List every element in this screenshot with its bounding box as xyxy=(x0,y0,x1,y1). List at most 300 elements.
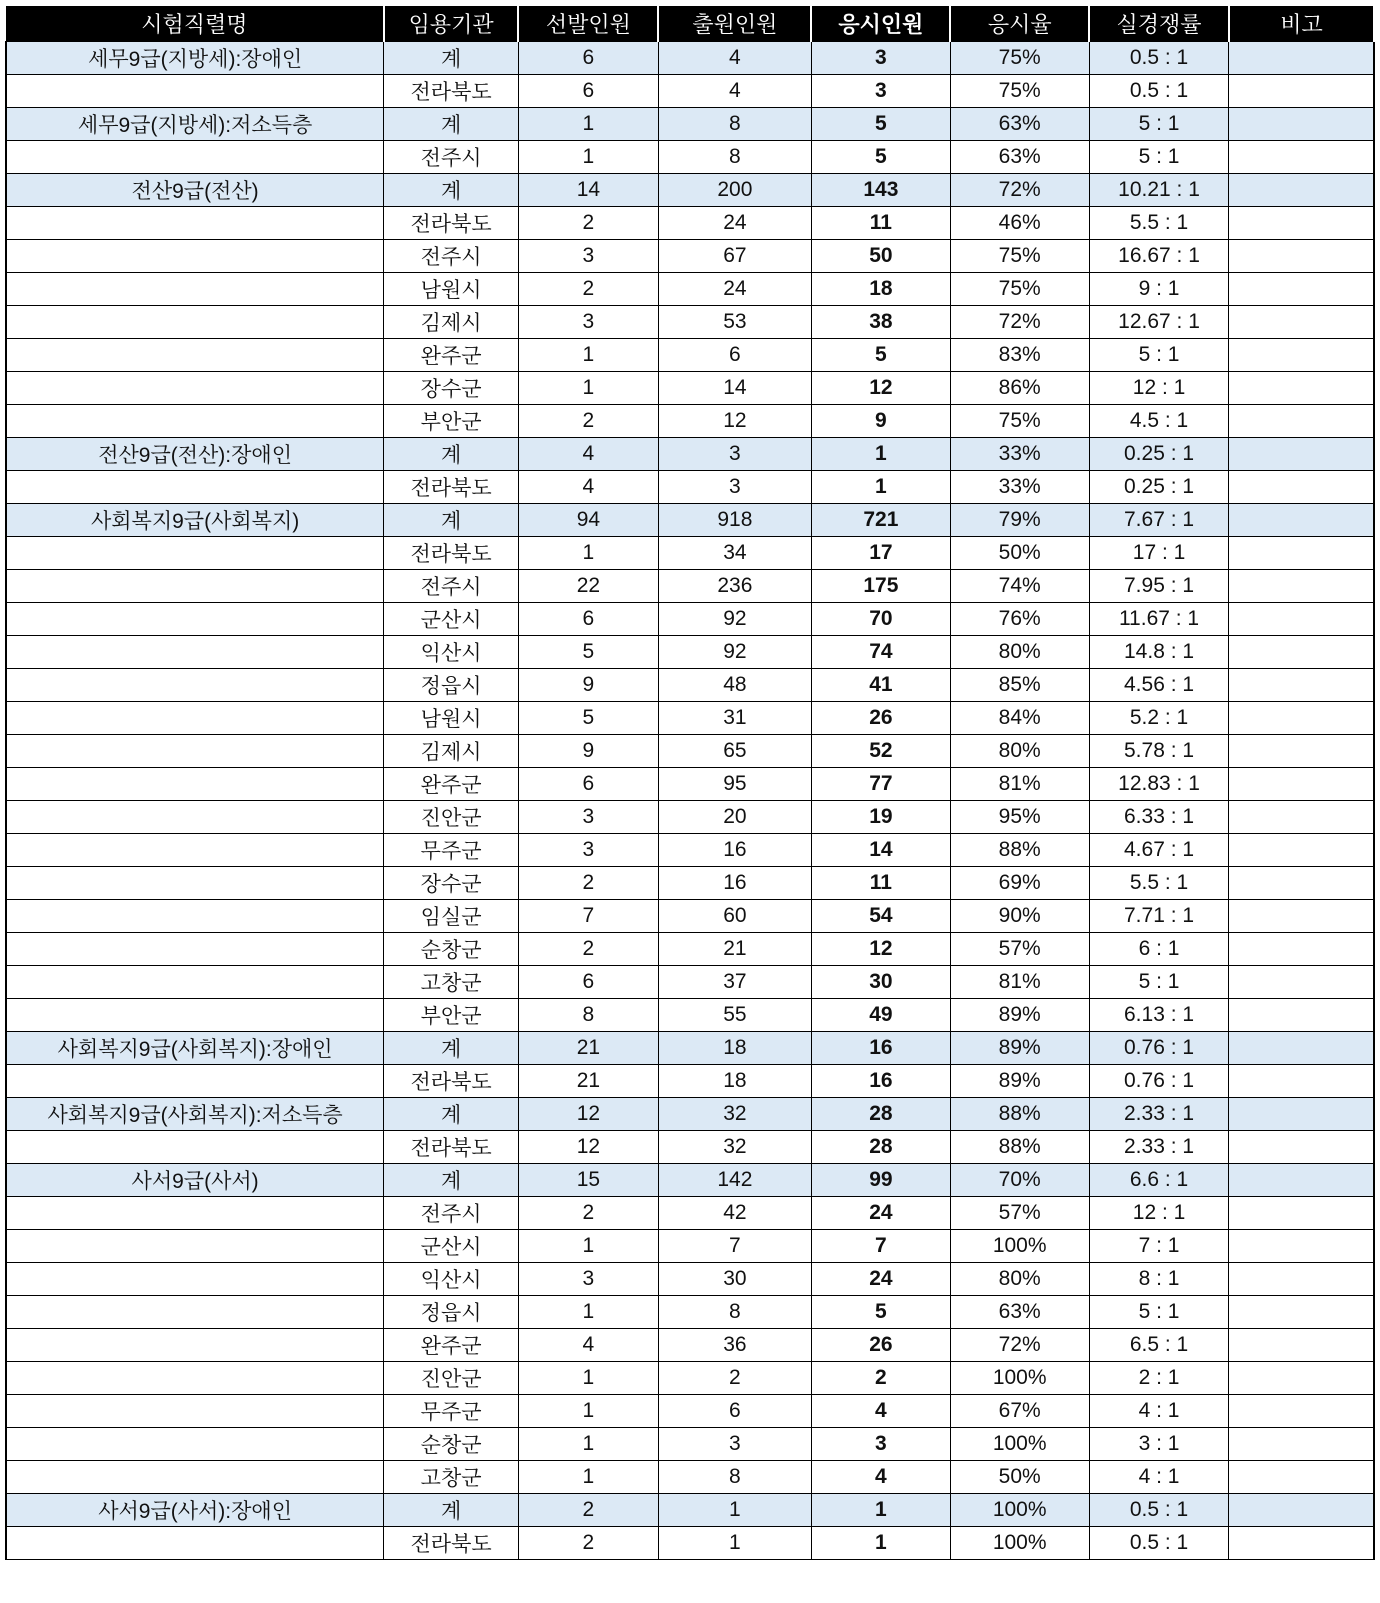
cell-competition-ratio: 5 : 1 xyxy=(1089,339,1229,372)
cell-note xyxy=(1229,372,1374,405)
cell-agency: 전라북도 xyxy=(384,1527,519,1560)
cell-exam-series xyxy=(6,636,384,669)
cell-taken: 49 xyxy=(811,999,950,1032)
cell-selected: 22 xyxy=(518,570,658,603)
cell-selected: 1 xyxy=(518,108,658,141)
cell-competition-ratio: 17 : 1 xyxy=(1089,537,1229,570)
cell-attendance-rate: 88% xyxy=(950,834,1089,867)
cell-note xyxy=(1229,834,1374,867)
cell-note xyxy=(1229,1395,1374,1428)
cell-note xyxy=(1229,1164,1374,1197)
cell-applied: 18 xyxy=(658,1032,811,1065)
cell-agency: 익산시 xyxy=(384,636,519,669)
cell-applied: 16 xyxy=(658,834,811,867)
cell-applied: 2 xyxy=(658,1362,811,1395)
cell-applied: 6 xyxy=(658,1395,811,1428)
cell-selected: 1 xyxy=(518,1230,658,1263)
cell-agency: 고창군 xyxy=(384,1461,519,1494)
cell-attendance-rate: 75% xyxy=(950,75,1089,108)
cell-taken: 30 xyxy=(811,966,950,999)
cell-taken: 99 xyxy=(811,1164,950,1197)
table-row-total xyxy=(6,1494,1374,1527)
cell-note xyxy=(1229,306,1374,339)
cell-applied: 142 xyxy=(658,1164,811,1197)
table-row-total xyxy=(6,108,1374,141)
table-row xyxy=(6,273,1374,306)
cell-attendance-rate: 100% xyxy=(950,1494,1089,1527)
cell-taken: 50 xyxy=(811,240,950,273)
cell-competition-ratio: 5 : 1 xyxy=(1089,1296,1229,1329)
cell-applied: 6 xyxy=(658,339,811,372)
cell-note xyxy=(1229,1131,1374,1164)
cell-competition-ratio: 12 : 1 xyxy=(1089,1197,1229,1230)
cell-selected: 4 xyxy=(518,438,658,471)
cell-taken: 16 xyxy=(811,1032,950,1065)
cell-exam-series xyxy=(6,1230,384,1263)
cell-applied: 1 xyxy=(658,1494,811,1527)
cell-taken: 4 xyxy=(811,1461,950,1494)
cell-attendance-rate: 81% xyxy=(950,768,1089,801)
cell-exam-series xyxy=(6,1131,384,1164)
cell-taken: 1 xyxy=(811,471,950,504)
cell-applied: 3 xyxy=(658,438,811,471)
header-applied: 출원인원 xyxy=(658,6,811,42)
cell-agency: 진안군 xyxy=(384,801,519,834)
cell-taken: 74 xyxy=(811,636,950,669)
cell-competition-ratio: 7.67 : 1 xyxy=(1089,504,1229,537)
table-row xyxy=(6,1362,1374,1395)
cell-applied: 24 xyxy=(658,207,811,240)
cell-agency: 장수군 xyxy=(384,867,519,900)
cell-agency: 김제시 xyxy=(384,306,519,339)
cell-selected: 15 xyxy=(518,1164,658,1197)
table-row xyxy=(6,339,1374,372)
cell-attendance-rate: 33% xyxy=(950,438,1089,471)
cell-competition-ratio: 10.21 : 1 xyxy=(1089,174,1229,207)
cell-competition-ratio: 0.5 : 1 xyxy=(1089,75,1229,108)
table-row xyxy=(6,603,1374,636)
cell-applied: 48 xyxy=(658,669,811,702)
cell-note xyxy=(1229,75,1374,108)
cell-attendance-rate: 57% xyxy=(950,933,1089,966)
cell-note xyxy=(1229,174,1374,207)
table-row xyxy=(6,669,1374,702)
cell-note xyxy=(1229,471,1374,504)
cell-selected: 1 xyxy=(518,1362,658,1395)
cell-taken: 24 xyxy=(811,1197,950,1230)
table-row xyxy=(6,636,1374,669)
cell-applied: 37 xyxy=(658,966,811,999)
cell-competition-ratio: 11.67 : 1 xyxy=(1089,603,1229,636)
cell-competition-ratio: 2.33 : 1 xyxy=(1089,1131,1229,1164)
table-row xyxy=(6,1461,1374,1494)
cell-attendance-rate: 63% xyxy=(950,108,1089,141)
cell-competition-ratio: 0.5 : 1 xyxy=(1089,1494,1229,1527)
cell-note xyxy=(1229,1197,1374,1230)
cell-exam-series xyxy=(6,273,384,306)
cell-competition-ratio: 0.76 : 1 xyxy=(1089,1032,1229,1065)
cell-selected: 1 xyxy=(518,1428,658,1461)
cell-exam-series xyxy=(6,240,384,273)
cell-attendance-rate: 89% xyxy=(950,999,1089,1032)
cell-taken: 26 xyxy=(811,702,950,735)
cell-competition-ratio: 0.5 : 1 xyxy=(1089,1527,1229,1560)
cell-applied: 8 xyxy=(658,1461,811,1494)
cell-agency: 전라북도 xyxy=(384,1065,519,1098)
cell-applied: 4 xyxy=(658,75,811,108)
cell-exam-series xyxy=(6,966,384,999)
cell-applied: 32 xyxy=(658,1131,811,1164)
cell-applied: 92 xyxy=(658,636,811,669)
cell-taken: 1 xyxy=(811,1527,950,1560)
cell-agency: 전주시 xyxy=(384,570,519,603)
cell-note xyxy=(1229,1032,1374,1065)
table-row xyxy=(6,207,1374,240)
cell-attendance-rate: 63% xyxy=(950,1296,1089,1329)
cell-attendance-rate: 75% xyxy=(950,42,1089,75)
cell-agency: 군산시 xyxy=(384,603,519,636)
cell-exam-series xyxy=(6,834,384,867)
cell-applied: 3 xyxy=(658,1428,811,1461)
header-taken: 응시인원 xyxy=(811,6,950,42)
cell-exam-series xyxy=(6,372,384,405)
cell-applied: 92 xyxy=(658,603,811,636)
cell-agency: 전라북도 xyxy=(384,75,519,108)
cell-taken: 52 xyxy=(811,735,950,768)
cell-competition-ratio: 0.76 : 1 xyxy=(1089,1065,1229,1098)
cell-note xyxy=(1229,1494,1374,1527)
cell-selected: 3 xyxy=(518,306,658,339)
cell-selected: 12 xyxy=(518,1131,658,1164)
cell-attendance-rate: 33% xyxy=(950,471,1089,504)
cell-competition-ratio: 5.78 : 1 xyxy=(1089,735,1229,768)
cell-note xyxy=(1229,702,1374,735)
cell-taken: 2 xyxy=(811,1362,950,1395)
cell-taken: 721 xyxy=(811,504,950,537)
cell-taken: 5 xyxy=(811,141,950,174)
cell-selected: 2 xyxy=(518,207,658,240)
cell-selected: 6 xyxy=(518,42,658,75)
cell-agency: 순창군 xyxy=(384,933,519,966)
cell-attendance-rate: 74% xyxy=(950,570,1089,603)
cell-agency: 정읍시 xyxy=(384,669,519,702)
cell-note xyxy=(1229,438,1374,471)
cell-attendance-rate: 70% xyxy=(950,1164,1089,1197)
cell-competition-ratio: 7.95 : 1 xyxy=(1089,570,1229,603)
table-row xyxy=(6,768,1374,801)
cell-taken: 28 xyxy=(811,1131,950,1164)
cell-attendance-rate: 84% xyxy=(950,702,1089,735)
cell-note xyxy=(1229,273,1374,306)
cell-note xyxy=(1229,108,1374,141)
cell-agency: 계 xyxy=(384,108,519,141)
cell-taken: 12 xyxy=(811,933,950,966)
cell-competition-ratio: 5.5 : 1 xyxy=(1089,867,1229,900)
cell-attendance-rate: 72% xyxy=(950,306,1089,339)
cell-note xyxy=(1229,636,1374,669)
cell-selected: 3 xyxy=(518,834,658,867)
cell-exam-series xyxy=(6,1296,384,1329)
cell-exam-series xyxy=(6,339,384,372)
cell-exam-series: 사서9급(사서) xyxy=(6,1164,384,1197)
cell-note xyxy=(1229,1527,1374,1560)
cell-taken: 5 xyxy=(811,339,950,372)
table-row xyxy=(6,999,1374,1032)
cell-note xyxy=(1229,966,1374,999)
cell-taken: 18 xyxy=(811,273,950,306)
cell-applied: 53 xyxy=(658,306,811,339)
cell-agency: 전라북도 xyxy=(384,1131,519,1164)
cell-exam-series xyxy=(6,1461,384,1494)
cell-attendance-rate: 69% xyxy=(950,867,1089,900)
cell-taken: 26 xyxy=(811,1329,950,1362)
cell-exam-series: 사회복지9급(사회복지) xyxy=(6,504,384,537)
cell-applied: 236 xyxy=(658,570,811,603)
cell-taken: 3 xyxy=(811,42,950,75)
cell-note xyxy=(1229,570,1374,603)
table-row xyxy=(6,966,1374,999)
cell-exam-series xyxy=(6,933,384,966)
cell-competition-ratio: 6 : 1 xyxy=(1089,933,1229,966)
cell-exam-series: 사회복지9급(사회복지):저소득층 xyxy=(6,1098,384,1131)
cell-note xyxy=(1229,1230,1374,1263)
cell-applied: 24 xyxy=(658,273,811,306)
cell-taken: 11 xyxy=(811,207,950,240)
cell-exam-series: 전산9급(전산):장애인 xyxy=(6,438,384,471)
cell-agency: 계 xyxy=(384,1494,519,1527)
cell-agency: 계 xyxy=(384,174,519,207)
table-row xyxy=(6,570,1374,603)
cell-attendance-rate: 75% xyxy=(950,273,1089,306)
cell-attendance-rate: 100% xyxy=(950,1230,1089,1263)
cell-agency: 고창군 xyxy=(384,966,519,999)
cell-taken: 41 xyxy=(811,669,950,702)
cell-note xyxy=(1229,1428,1374,1461)
cell-exam-series xyxy=(6,768,384,801)
table-row xyxy=(6,933,1374,966)
cell-exam-series xyxy=(6,801,384,834)
cell-note xyxy=(1229,42,1374,75)
cell-attendance-rate: 72% xyxy=(950,174,1089,207)
cell-agency: 무주군 xyxy=(384,1395,519,1428)
table-row-total xyxy=(6,504,1374,537)
cell-applied: 42 xyxy=(658,1197,811,1230)
table-row-total xyxy=(6,1032,1374,1065)
table-row xyxy=(6,735,1374,768)
cell-selected: 9 xyxy=(518,735,658,768)
cell-note xyxy=(1229,207,1374,240)
cell-attendance-rate: 95% xyxy=(950,801,1089,834)
cell-selected: 1 xyxy=(518,1395,658,1428)
header-row xyxy=(6,6,1374,42)
header-competition-ratio: 실경쟁률 xyxy=(1089,6,1229,42)
cell-agency: 익산시 xyxy=(384,1263,519,1296)
cell-competition-ratio: 4.5 : 1 xyxy=(1089,405,1229,438)
cell-selected: 1 xyxy=(518,537,658,570)
cell-attendance-rate: 100% xyxy=(950,1428,1089,1461)
cell-selected: 12 xyxy=(518,1098,658,1131)
cell-note xyxy=(1229,1461,1374,1494)
cell-taken: 5 xyxy=(811,1296,950,1329)
cell-exam-series xyxy=(6,1395,384,1428)
cell-exam-series xyxy=(6,1362,384,1395)
cell-agency: 계 xyxy=(384,504,519,537)
cell-note xyxy=(1229,603,1374,636)
cell-attendance-rate: 88% xyxy=(950,1098,1089,1131)
cell-taken: 28 xyxy=(811,1098,950,1131)
cell-agency: 계 xyxy=(384,438,519,471)
cell-selected: 1 xyxy=(518,372,658,405)
cell-selected: 6 xyxy=(518,966,658,999)
cell-selected: 3 xyxy=(518,1263,658,1296)
cell-competition-ratio: 6.6 : 1 xyxy=(1089,1164,1229,1197)
cell-selected: 4 xyxy=(518,1329,658,1362)
cell-agency: 정읍시 xyxy=(384,1296,519,1329)
cell-attendance-rate: 83% xyxy=(950,339,1089,372)
header-exam-series: 시험직렬명 xyxy=(6,6,384,42)
cell-agency: 무주군 xyxy=(384,834,519,867)
cell-exam-series xyxy=(6,471,384,504)
cell-attendance-rate: 46% xyxy=(950,207,1089,240)
cell-applied: 1 xyxy=(658,1527,811,1560)
table-row xyxy=(6,372,1374,405)
cell-agency: 완주군 xyxy=(384,339,519,372)
header-selected: 선발인원 xyxy=(518,6,658,42)
table-row xyxy=(6,537,1374,570)
cell-attendance-rate: 100% xyxy=(950,1362,1089,1395)
cell-attendance-rate: 89% xyxy=(950,1032,1089,1065)
table-row xyxy=(6,1296,1374,1329)
cell-exam-series xyxy=(6,207,384,240)
cell-exam-series xyxy=(6,1527,384,1560)
cell-competition-ratio: 7 : 1 xyxy=(1089,1230,1229,1263)
cell-agency: 계 xyxy=(384,42,519,75)
cell-competition-ratio: 8 : 1 xyxy=(1089,1263,1229,1296)
table-row xyxy=(6,405,1374,438)
cell-attendance-rate: 76% xyxy=(950,603,1089,636)
cell-applied: 67 xyxy=(658,240,811,273)
cell-note xyxy=(1229,1065,1374,1098)
cell-competition-ratio: 14.8 : 1 xyxy=(1089,636,1229,669)
cell-competition-ratio: 9 : 1 xyxy=(1089,273,1229,306)
cell-applied: 95 xyxy=(658,768,811,801)
cell-agency: 전라북도 xyxy=(384,207,519,240)
cell-selected: 2 xyxy=(518,1527,658,1560)
cell-competition-ratio: 16.67 : 1 xyxy=(1089,240,1229,273)
table-row xyxy=(6,900,1374,933)
cell-applied: 30 xyxy=(658,1263,811,1296)
cell-selected: 2 xyxy=(518,405,658,438)
cell-competition-ratio: 12 : 1 xyxy=(1089,372,1229,405)
cell-competition-ratio: 5.2 : 1 xyxy=(1089,702,1229,735)
cell-agency: 계 xyxy=(384,1098,519,1131)
table-row xyxy=(6,471,1374,504)
cell-attendance-rate: 50% xyxy=(950,1461,1089,1494)
cell-applied: 14 xyxy=(658,372,811,405)
cell-attendance-rate: 72% xyxy=(950,1329,1089,1362)
cell-attendance-rate: 80% xyxy=(950,1263,1089,1296)
cell-exam-series xyxy=(6,603,384,636)
cell-exam-series xyxy=(6,669,384,702)
cell-exam-series xyxy=(6,537,384,570)
cell-agency: 완주군 xyxy=(384,768,519,801)
cell-attendance-rate: 85% xyxy=(950,669,1089,702)
table-row xyxy=(6,1428,1374,1461)
cell-attendance-rate: 81% xyxy=(950,966,1089,999)
cell-applied: 55 xyxy=(658,999,811,1032)
cell-taken: 54 xyxy=(811,900,950,933)
cell-note xyxy=(1229,1329,1374,1362)
cell-attendance-rate: 75% xyxy=(950,240,1089,273)
cell-competition-ratio: 0.25 : 1 xyxy=(1089,471,1229,504)
table-row xyxy=(6,1131,1374,1164)
table-row xyxy=(6,1395,1374,1428)
cell-note xyxy=(1229,735,1374,768)
table-row xyxy=(6,306,1374,339)
cell-exam-series xyxy=(6,1428,384,1461)
cell-agency: 진안군 xyxy=(384,1362,519,1395)
cell-applied: 7 xyxy=(658,1230,811,1263)
cell-agency: 남원시 xyxy=(384,273,519,306)
cell-competition-ratio: 7.71 : 1 xyxy=(1089,900,1229,933)
cell-selected: 7 xyxy=(518,900,658,933)
header-note: 비고 xyxy=(1229,6,1374,42)
cell-selected: 5 xyxy=(518,636,658,669)
table-row-total xyxy=(6,1098,1374,1131)
cell-exam-series xyxy=(6,867,384,900)
cell-selected: 6 xyxy=(518,768,658,801)
cell-taken: 77 xyxy=(811,768,950,801)
cell-selected: 8 xyxy=(518,999,658,1032)
cell-exam-series xyxy=(6,999,384,1032)
cell-agency: 계 xyxy=(384,1164,519,1197)
cell-agency: 계 xyxy=(384,1032,519,1065)
cell-exam-series xyxy=(6,405,384,438)
cell-agency: 장수군 xyxy=(384,372,519,405)
cell-attendance-rate: 89% xyxy=(950,1065,1089,1098)
cell-taken: 9 xyxy=(811,405,950,438)
cell-agency: 임실군 xyxy=(384,900,519,933)
cell-note xyxy=(1229,1362,1374,1395)
cell-note xyxy=(1229,1098,1374,1131)
cell-competition-ratio: 6.33 : 1 xyxy=(1089,801,1229,834)
cell-note xyxy=(1229,240,1374,273)
cell-attendance-rate: 86% xyxy=(950,372,1089,405)
cell-competition-ratio: 3 : 1 xyxy=(1089,1428,1229,1461)
cell-competition-ratio: 2.33 : 1 xyxy=(1089,1098,1229,1131)
cell-exam-series: 세무9급(지방세):장애인 xyxy=(6,42,384,75)
cell-applied: 8 xyxy=(658,108,811,141)
cell-applied: 34 xyxy=(658,537,811,570)
table-row xyxy=(6,1329,1374,1362)
cell-note xyxy=(1229,141,1374,174)
cell-taken: 19 xyxy=(811,801,950,834)
cell-agency: 전라북도 xyxy=(384,471,519,504)
cell-applied: 31 xyxy=(658,702,811,735)
cell-selected: 2 xyxy=(518,273,658,306)
cell-exam-series: 사회복지9급(사회복지):장애인 xyxy=(6,1032,384,1065)
cell-applied: 200 xyxy=(658,174,811,207)
cell-attendance-rate: 79% xyxy=(950,504,1089,537)
cell-agency: 전라북도 xyxy=(384,537,519,570)
cell-selected: 21 xyxy=(518,1032,658,1065)
cell-taken: 4 xyxy=(811,1395,950,1428)
cell-selected: 2 xyxy=(518,1197,658,1230)
cell-note xyxy=(1229,768,1374,801)
cell-taken: 14 xyxy=(811,834,950,867)
cell-note xyxy=(1229,801,1374,834)
cell-applied: 16 xyxy=(658,867,811,900)
